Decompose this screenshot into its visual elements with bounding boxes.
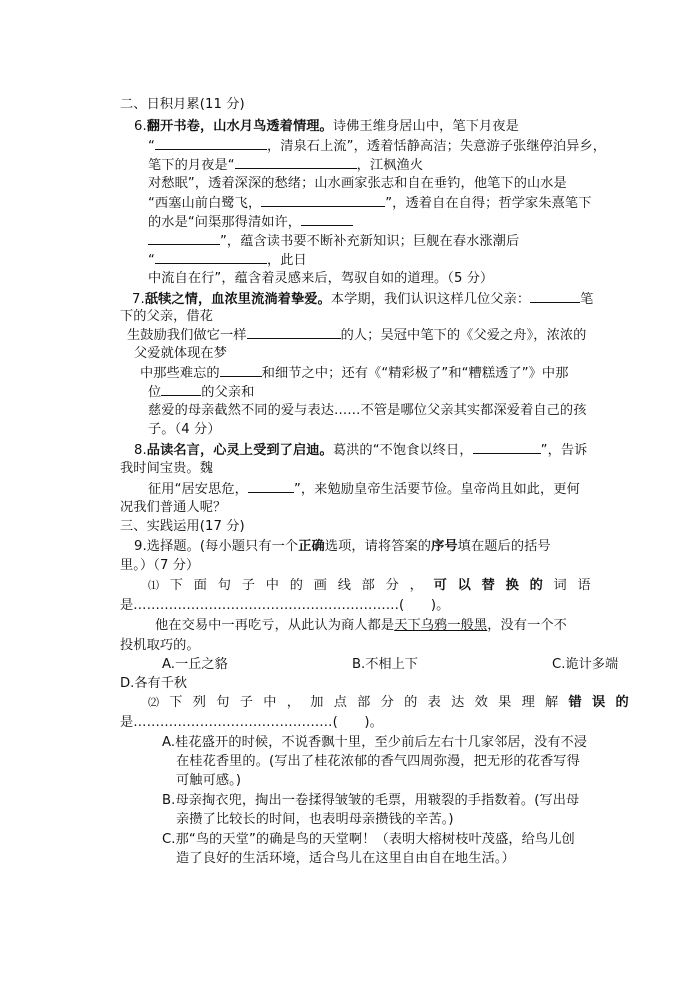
q8-line-3	[148, 480, 580, 499]
q6-line-9: 中流自在行”，蕴含着灵感来后，驾驭自如的道理。（5 分）	[148, 271, 494, 286]
char: 分	[380, 695, 394, 710]
q8-blank-1[interactable]	[473, 441, 541, 454]
underlined-phrase: 天下乌鸦一般黑	[394, 618, 488, 633]
char: 面	[193, 578, 208, 593]
q9-sub2-line-2: 是………………………………………( )。	[120, 715, 383, 730]
bold-char: 换	[505, 578, 519, 593]
q7-text-5: 的人；吴冠中笔下的《父爱之舟》，浓浓的	[340, 328, 587, 343]
char: 果	[498, 695, 512, 710]
sentence-part: ，没有一个不	[487, 618, 567, 633]
char: ，	[409, 578, 423, 593]
q9-bold-correct: 正确	[298, 539, 325, 554]
q8-line-1	[134, 441, 587, 460]
char: 线	[337, 578, 351, 593]
q9-line-1	[134, 538, 551, 556]
q9-sub1-line-2: 是……………………………………………………( )。	[120, 598, 450, 613]
q6-blank-4a[interactable]	[301, 213, 353, 226]
quote-mark: “	[148, 139, 155, 154]
sub1-number: ⑴	[148, 579, 160, 592]
q6-text-1: 诗佛王维身居山中，笔下月夜是	[332, 119, 519, 134]
q7-blank-2[interactable]	[247, 326, 341, 339]
bold-char: 误	[592, 695, 606, 710]
q6-line-7	[148, 232, 519, 251]
q8-line-2: 我时间宝贵。魏	[120, 461, 214, 476]
char: 画	[313, 578, 327, 593]
char: 子	[239, 695, 254, 710]
option-b[interactable]: B.不相上下	[352, 657, 418, 672]
sub2-option-b-line-1[interactable]: B.母亲掏衣兜，掏出一卷揉得皱皱的毛票，用皲裂的手指数着。(写出母	[162, 793, 580, 808]
q9-sub1-sentence-2: 投机取巧的。	[120, 638, 200, 653]
q7-line-3	[127, 326, 586, 345]
q6-text-5: ，江枫渔火	[356, 158, 424, 173]
sub2-option-a-line-2: 在桂花香里的。(写出了桂花浓郁的香气四周弥漫，把无形的花香写得	[176, 754, 580, 769]
q7-blank-1[interactable]	[530, 290, 580, 303]
bold-char: 的	[529, 578, 543, 593]
sub2-number: ⑵	[148, 696, 160, 709]
sub2-option-a-line-3: 可触可感。)	[176, 773, 242, 788]
q6-line-8	[148, 251, 307, 270]
q8-text-1: 葛洪的“不饱食以终日，	[332, 443, 473, 458]
q7-line-4: 父爱就体现在梦	[134, 346, 228, 361]
char: ，	[286, 695, 301, 710]
q6-line-5	[148, 194, 591, 213]
char: 子	[241, 578, 256, 593]
q8-blank-2[interactable]	[248, 480, 294, 493]
q7-text-10: 的父亲和	[201, 385, 255, 400]
char: 点	[333, 695, 347, 710]
bold-char: 以	[457, 578, 471, 593]
char: 语	[577, 578, 591, 593]
q6-text-7: “西塞山前白鹭飞，	[148, 196, 262, 211]
char: 下	[169, 695, 183, 710]
section-3-title: 三、实践运用(17 分)	[120, 519, 245, 534]
q7-text-1: 本学期，我们认识这样几位父亲：	[330, 292, 531, 307]
q7-text-4: 生鼓励我们做它一样	[127, 328, 247, 343]
q7-line-7: 慈爱的母亲截然不同的爱与表达……不管是哪位父亲其实都深爱着自己的孩	[148, 403, 587, 418]
char: 部	[357, 695, 371, 710]
q7-text-8: 和细节之中；还有《“精彩极了”和“糟糕透了”》中那	[261, 366, 569, 381]
q8-text-4: 征用“居安思危，	[148, 482, 248, 497]
char: 中	[263, 695, 277, 710]
q9-text-1c: 选项，请将答案的	[324, 539, 432, 554]
sentence-part: 他在交易中一再吃亏，从此认为商人都是	[155, 618, 395, 633]
q7-line-8: 子。（4 分）	[148, 422, 221, 437]
q6-blank-3[interactable]	[261, 194, 385, 207]
char: 下	[169, 578, 184, 593]
q6-blank-2[interactable]	[235, 156, 357, 169]
q7-blank-3[interactable]	[220, 364, 262, 377]
q9-bold-number: 序号	[431, 539, 458, 554]
q6-blank-4b[interactable]	[148, 232, 220, 245]
q7-text-9: 位	[148, 385, 162, 400]
q7-line-2: 下的父亲，借花	[120, 309, 214, 324]
q6-text-10: ”，蕴含读书要不断补充新知识；巨舰在春水涨潮后	[220, 234, 520, 249]
q6-number: 6.	[134, 119, 147, 134]
char: 中	[265, 578, 280, 593]
q8-text-5: ”，来勉励皇帝生活要节俭。皇帝尚且如此，更何	[293, 482, 580, 497]
q6-blank-1[interactable]	[155, 137, 267, 150]
char: 理	[521, 695, 535, 710]
sub2-option-c-line-1[interactable]: C.那“鸟的天堂”的确是鸟的天堂啊！（表明大榕树枝叶茂盛，给鸟儿创	[162, 832, 575, 847]
option-c[interactable]: C.诡计多端	[552, 657, 619, 672]
option-a[interactable]: A.一丘之貉	[162, 657, 228, 672]
q6-text-9: 的水是“问渠那得清如许，	[148, 215, 302, 230]
q8-text-2: ”，告诉	[540, 443, 588, 458]
char: 表	[427, 695, 441, 710]
q9-sub2-line-1	[148, 694, 629, 712]
q6-line-6	[148, 213, 353, 232]
q6-line-1	[134, 118, 519, 136]
sub2-option-c-line-2: 造了良好的生活环境，适合鸟儿在这里自由自在地生活。）	[176, 851, 515, 866]
q8-number: 8.	[134, 443, 147, 458]
char: 句	[217, 578, 232, 593]
char: 加	[310, 695, 324, 710]
q9-text-1e: 填在题后的括号	[457, 539, 551, 554]
char: 的	[289, 578, 304, 593]
q8-line-4: 况我们普通人呢？	[120, 500, 227, 515]
bold-char: 替	[481, 578, 495, 593]
option-d[interactable]: D.各有千秋	[120, 676, 188, 691]
q6-line-2	[148, 137, 606, 156]
char: 的	[404, 695, 418, 710]
q7-line-1	[132, 290, 593, 309]
q7-line-6	[148, 383, 254, 402]
q6-text-4: 笔下的月夜是“	[148, 158, 235, 173]
section-2-title: 二、日积月累(11 分)	[120, 97, 245, 112]
q8-lead: 品读名言，心灵上受到了启迪。	[146, 443, 333, 458]
q9-text-1: 9.选择题。(每小题只有一个	[134, 539, 299, 554]
q6-text-12: ，此日	[266, 253, 307, 268]
quote-mark: “	[148, 253, 155, 268]
q7-blank-4[interactable]	[161, 383, 201, 396]
char: 列	[192, 695, 207, 710]
sub2-option-b-line-2: 亲攒了比较长的时间，也表明母亲攒钱的辛苦。)	[176, 812, 454, 827]
char: 分	[385, 578, 399, 593]
char: 词	[553, 578, 567, 593]
q6-text-3: ，清泉石上流”，透着恬静高洁；失意游子张继停泊异乡，	[266, 139, 607, 154]
q6-text-8: ”，透着自在自得；哲学家朱熹笔下	[385, 196, 592, 211]
q6-lead: 翻开书卷，山水月鸟透着情理。	[146, 119, 333, 134]
bold-char: 可	[433, 578, 447, 593]
q6-line-4: 对愁眠”，透着深深的愁绪；山水画家张志和自在垂钓，他笔下的山水是	[148, 176, 567, 191]
q9-line-2: 里。）（7 分）	[120, 558, 200, 573]
q7-lead: 舐犊之情，血浓里流淌着挚爱。	[144, 292, 331, 307]
q9-sub1-line-1	[148, 577, 591, 595]
q7-line-5	[140, 364, 569, 383]
q7-text-2: 笔	[580, 292, 594, 307]
sub2-option-a-line-1[interactable]: A.桂花盛开的时候，不说香飘十里，至少前后左右十几家邻居，没有不浸	[162, 735, 588, 750]
char: 句	[216, 695, 230, 710]
q7-text-7: 中那些难忘的	[140, 366, 220, 381]
char: 达	[451, 695, 465, 710]
q7-number: 7.	[132, 292, 145, 307]
bold-char: 错	[568, 695, 582, 710]
q6-line-3	[148, 156, 423, 175]
bold-char: 的	[615, 695, 629, 710]
char: 解	[545, 695, 559, 710]
char: 部	[361, 578, 375, 593]
char: 效	[474, 695, 488, 710]
q9-sub1-sentence	[155, 617, 567, 635]
q6-blank-5[interactable]	[155, 251, 267, 264]
